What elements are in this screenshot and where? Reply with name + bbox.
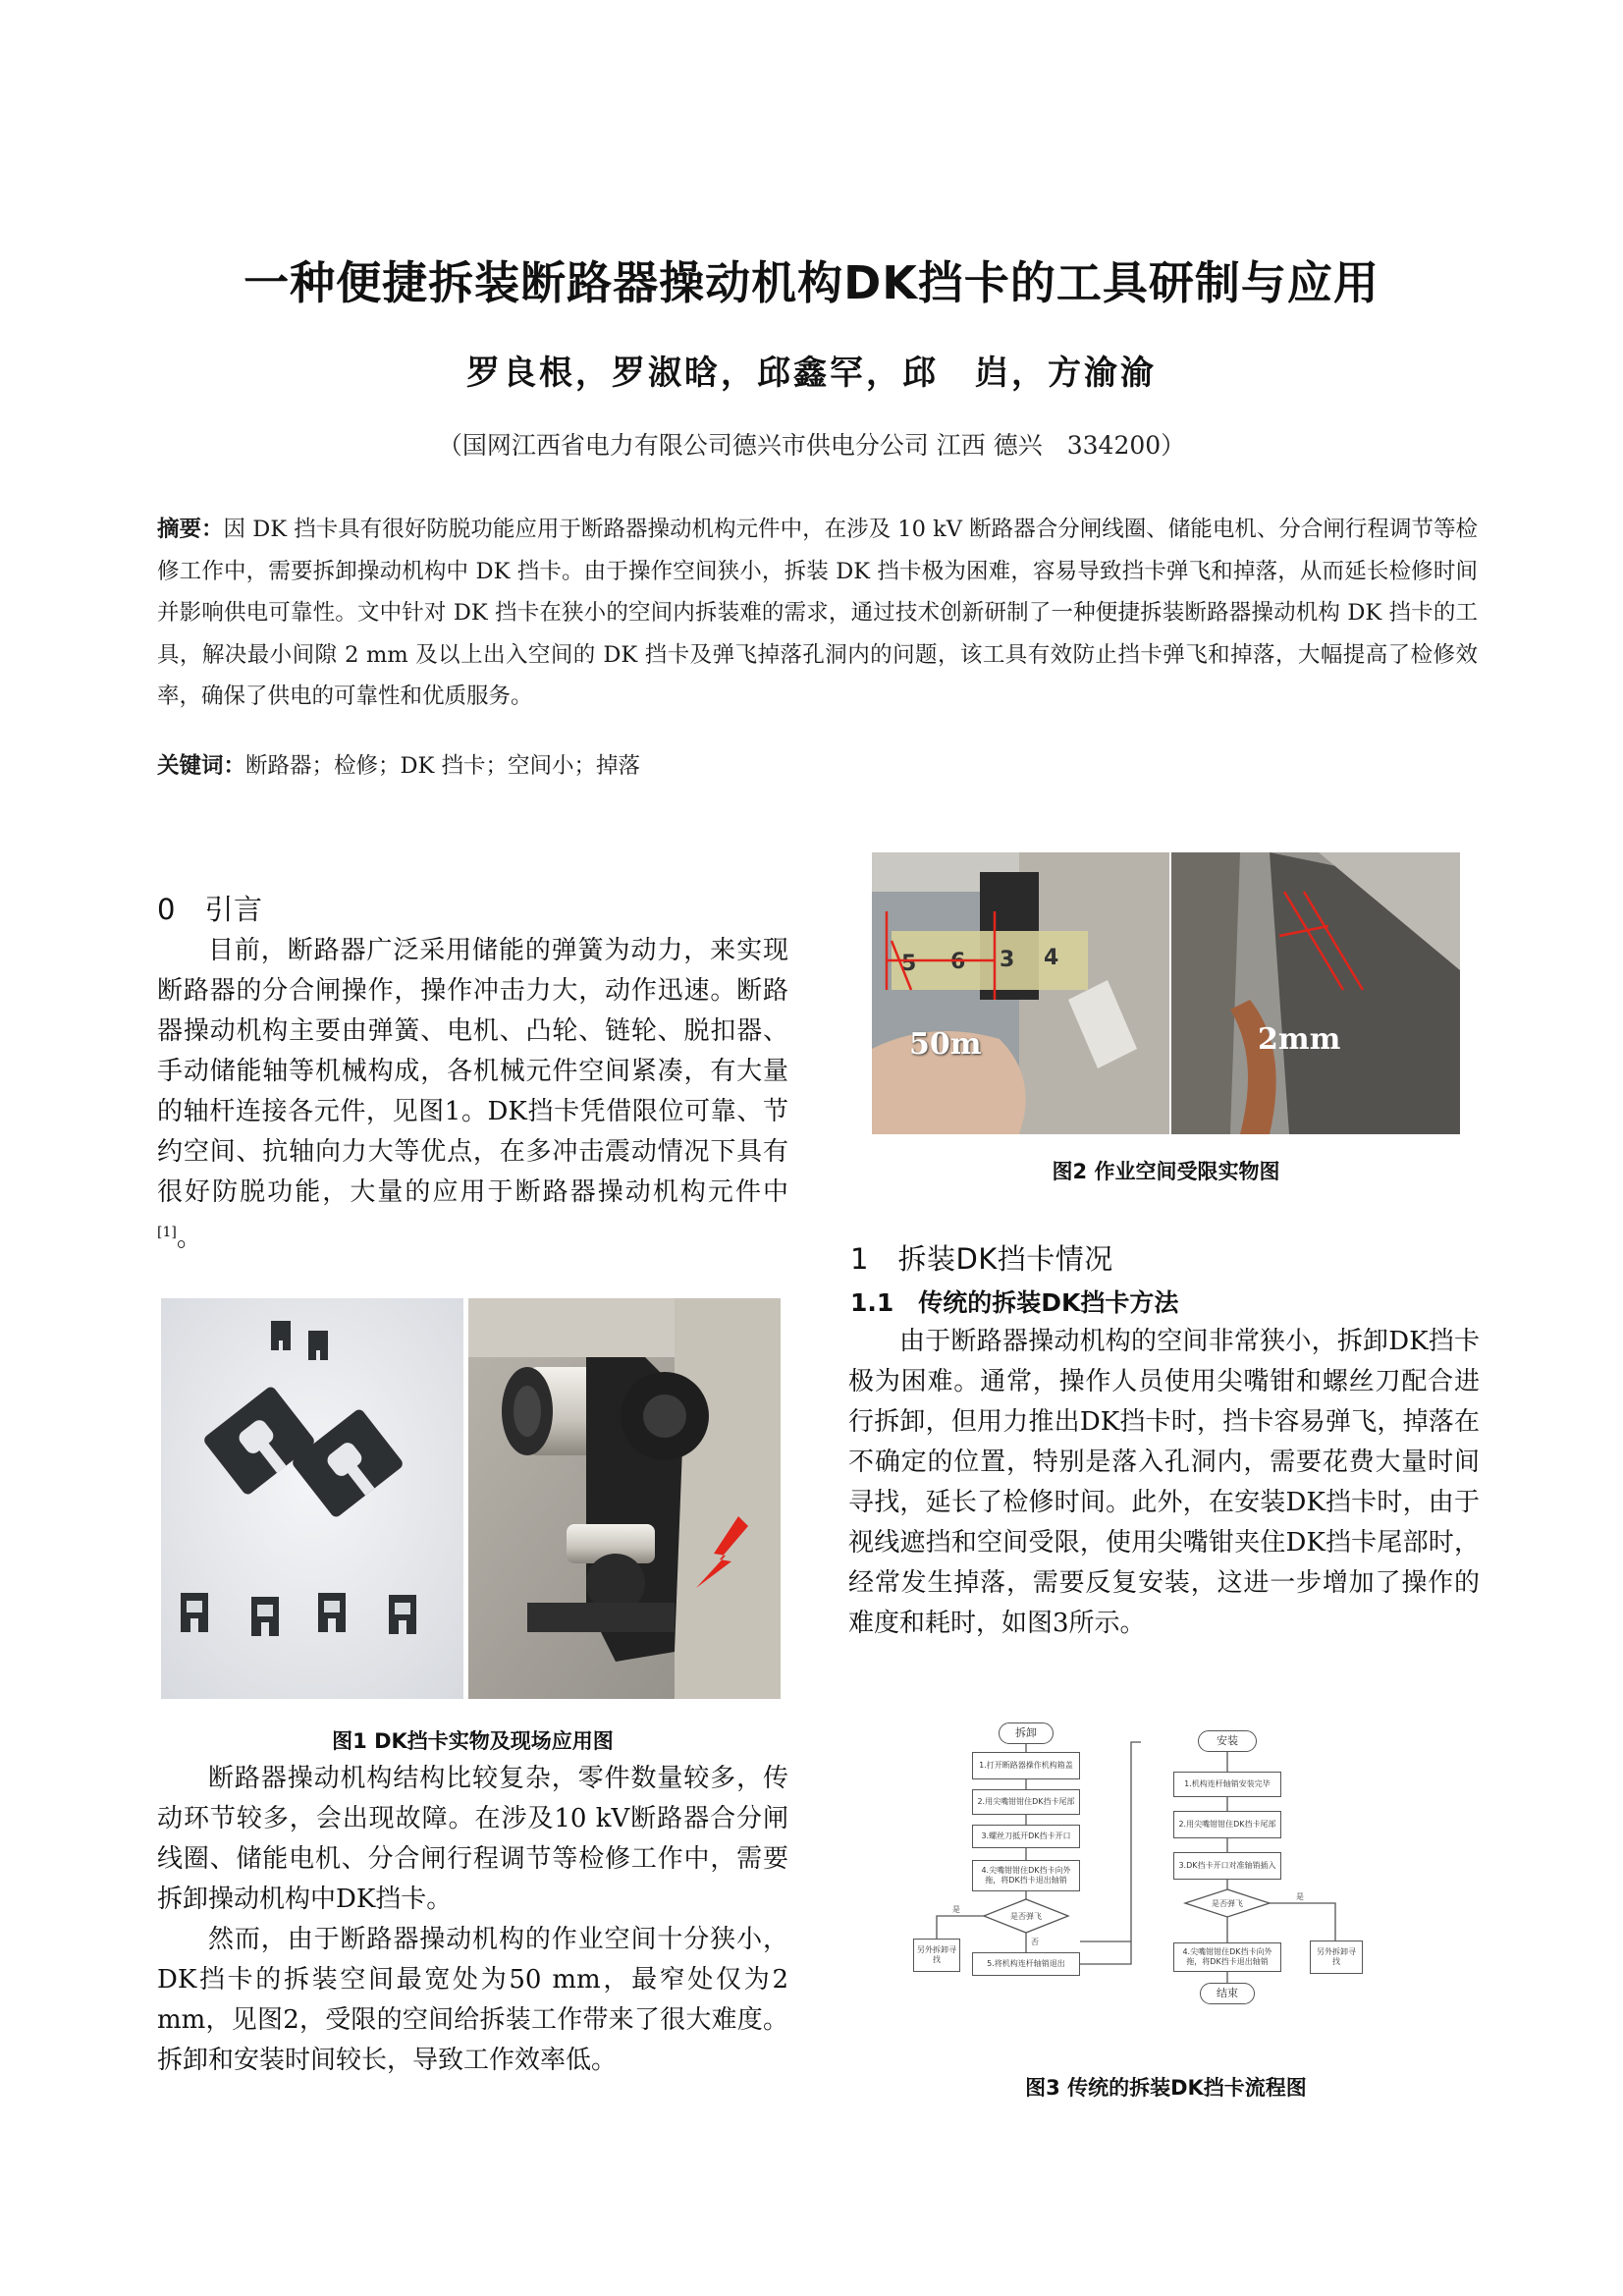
para-text: 。 [176,1223,202,1253]
fig3-left-step-5: 5.将机构连杆轴销退出 [972,1952,1080,1976]
fig1-caption: 图1 DK挡卡实物及现场应用图 [332,1729,614,1753]
section-0-paragraph-1 [157,931,788,1259]
svg-text:4: 4 [1044,946,1059,970]
fig3-left-start: 拆卸 [999,1722,1054,1744]
fig2-caption: 图2 作业空间受限实物图 [1052,1160,1280,1183]
fig3-left-step-1: 1.打开断路器操作机构箱盖 [972,1752,1080,1779]
fig3-left-step-4: 4.尖嘴钳钳住DK挡卡向外拖，将DK挡卡退出轴销 [972,1860,1080,1891]
section-1-1-heading: 1.1 传统的拆装DK挡卡方法 [850,1288,1179,1317]
paper-title: 一种便捷拆装断路器操动机构DK挡卡的工具研制与应用 [243,256,1380,309]
fig3-left-decision: 是否弹飞 [1010,1912,1042,1921]
section-1-heading: 1 拆装DK挡卡情况 [850,1242,1113,1276]
section-0-paragraph-2: 断路器操动机构结构比较复杂，零件数量较多，传动环节较多，会出现故障。在涉及10 kV断路器合分闸线圈、储能电机、分合闸行程调节等检修工作中，需要拆卸操动机构中DK挡卡。 [157,1764,788,1914]
fig2-label-2mm: 2mm [1258,1022,1341,1057]
fig2-label-50m: 50m [909,1027,982,1062]
fig3-left-yes: 是 [952,1905,960,1914]
fig3-right-step-1: 1.机构连杆轴销安装完毕 [1173,1772,1281,1797]
fig3-right-step-4: 4.尖嘴钳钳住DK挡卡向外拖，将DK挡卡退出轴销 [1173,1942,1281,1972]
fig2-left-photo [872,852,1169,1134]
fig3-right-yes: 是 [1296,1892,1304,1901]
fig2-right-photo [1171,852,1460,1134]
fig1-mechanism-photo [468,1298,781,1699]
affiliation: （国网江西省电力有限公司德兴市供电分公司 江西 德兴 334200） [437,431,1186,460]
para-text: 目前，断路器广泛采用储能的弹簧为动力，来实现断路器的分合闸操作，操作冲击力大，动作迅速。断路器操动机构主要由弹簧、电机、凸轮、链轮、脱扣器、手动储能轴等机械构成，各机械元件空间紧凑，有大量的轴杆连接各元件，见图1。DK挡卡凭借限位可靠、节约空间、抗轴向力大等优点，在多冲击震动情况下具有很好防脱功能，大量的应用于断路器操动机构元件中 [157,936,788,1207]
fig3-right-side: 另外拆卸寻找 [1310,1941,1363,1974]
fig3-flowchart [903,1721,1375,2050]
fig3-left-side: 另外拆卸寻找 [913,1939,960,1972]
fig3-right-step-3: 3.DK挡卡开口对准轴销插入 [1173,1852,1281,1880]
section-0-paragraph-3: 然而，由于断路器操动机构的作业空间十分狭小，DK挡卡的拆装空间最宽处为50 mm，最窄处仅为2 mm，见图2，受限的空间给拆装工作带来了很大难度。拆卸和安装时间较长，导致工作效率低。 [157,1925,788,2075]
fig3-right-step-2: 2.用尖嘴钳钳住DK挡卡尾部 [1173,1811,1281,1838]
fig3-right-decision: 是否弹飞 [1212,1899,1243,1908]
fig3-right-start: 安装 [1198,1730,1257,1752]
fig3-left-no: 否 [1031,1938,1039,1946]
author-list: 罗良根，罗淑晗，邱鑫罕，邱 岿，方渝渝 [466,354,1157,393]
svg-text:5: 5 [901,952,917,976]
section-0-heading: 0 引言 [157,893,263,926]
fig1-dk-clips-photo [161,1298,463,1699]
abstract [157,509,1478,718]
abstract-label: 摘要： [157,517,224,542]
fig3-left-step-3: 3.螺丝刀抵开DK挡卡开口 [972,1825,1080,1848]
fig3-right-end: 结束 [1200,1983,1255,2004]
fig3-left-step-2: 2.用尖嘴钳钳住DK挡卡尾部 [972,1789,1080,1815]
svg-text:6: 6 [950,950,966,974]
svg-text:3: 3 [1000,948,1015,972]
abstract-text: 因 DK 挡卡具有很好防脱功能应用于断路器操动机构元件中，在涉及 10 kV 断路器合分闸线圈、储能电机、分合闸行程调节等检修工作中，需要拆卸操动机构中 DK 挡卡。由于操作空间狭小，拆装 DK 挡卡极为困难，容易导致挡卡弹飞和掉落，从而延长检修时间并影响供电可靠性。文中针对 DK 挡卡在狭小的空间内拆装难的需求，通过技术创新研制了一种便捷拆装断路器操动机构 DK 挡卡的工具，解决最小间隙 2 mm 及以上出入空间的 DK 挡卡及弹飞掉落孔洞内的问题，该工具有效防止挡卡弹飞和掉落，大幅提高了检修效率，确保了供电的可靠性和优质服务。 [157,517,1478,709]
keywords-text: 断路器；检修；DK 挡卡；空间小；掉落 [245,753,641,779]
fig3-caption: 图3 传统的拆装DK挡卡流程图 [1025,2076,1307,2100]
keywords [157,746,1478,786]
keywords-label: 关键词： [157,753,246,779]
citation-ref: [1] [157,1225,177,1240]
section-1-1-paragraph: 由于断路器操动机构的空间非常狭小，拆卸DK挡卡极为困难。通常，操作人员使用尖嘴钳和螺丝刀配合进行拆卸，但用力推出DK挡卡时，挡卡容易弹飞，掉落在不确定的位置，特别是落入孔洞内，需要花费大量时间寻找，延长了检修时间。此外，在安装DK挡卡时，由于视线遮挡和空间受限，使用尖嘴钳夹住DK挡卡尾部时，经常发生掉落，需要反复安装，这进一步增加了操作的难度和耗时，如图3所示。 [848,1327,1480,1638]
